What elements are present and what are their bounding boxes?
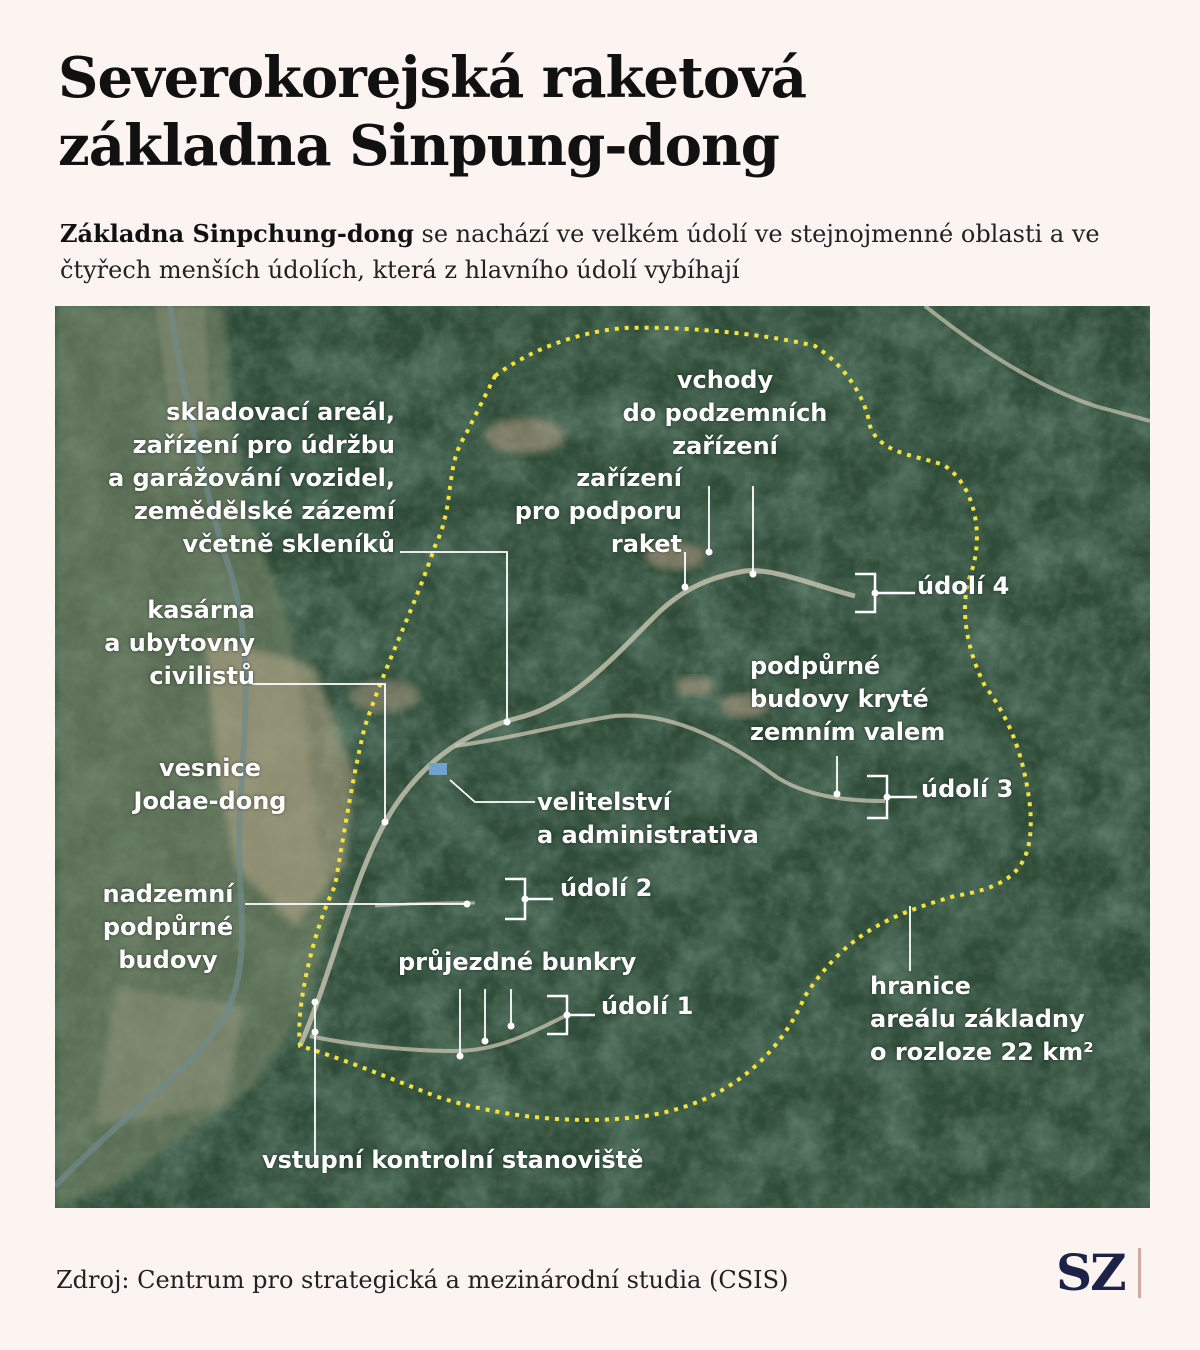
label-entrances-line-3: zařízení	[672, 432, 778, 460]
title-line-2: základna Sinpung-dong	[58, 113, 779, 179]
label-aboveground-line-3: budovy	[118, 946, 218, 974]
label-valley-2: údolí 2	[560, 874, 653, 902]
label-barracks-line-1: kasárna	[147, 596, 255, 624]
label-boundary-line-1: hranice	[870, 972, 971, 1000]
label-rocket-support-line-1: zařízení	[576, 464, 682, 492]
label-storage	[108, 396, 395, 561]
label-rocket-support	[515, 462, 682, 561]
label-barracks	[104, 594, 255, 693]
label-storage-line-3: a garážování vozidel,	[107, 464, 395, 492]
label-valley-3: údolí 3	[921, 775, 1014, 803]
label-barracks-line-3: civilistů	[149, 662, 255, 690]
label-rocket-support-line-3: raket	[610, 530, 682, 558]
label-storage-line-2: zařízení pro údržbu	[132, 431, 395, 459]
sz-logo-text: SZ	[1056, 1243, 1125, 1302]
label-boundary-line-2: areálu základny	[870, 1005, 1085, 1033]
subtitle-bold: Základna Sinpchung-dong	[60, 219, 414, 248]
label-aboveground	[83, 878, 253, 977]
sz-logo-bar	[1138, 1248, 1141, 1298]
map-subtitle	[60, 216, 1160, 288]
lower-fields	[95, 986, 245, 1126]
satellite-map	[55, 306, 1150, 1208]
hq-roof	[429, 763, 447, 775]
label-valley-1: údolí 1	[601, 992, 694, 1020]
label-aboveground-line-1: nadzemní	[102, 880, 234, 908]
map-title	[58, 44, 1158, 180]
label-boundary-line-3: o rozloze 22 km²	[870, 1038, 1094, 1066]
label-hq-line-2: a administrativa	[537, 821, 759, 849]
source-note: Zdroj: Centrum pro strategická a mezinárodní studia (CSIS)	[56, 1266, 789, 1294]
label-village-line-2: Jodae-dong	[133, 787, 287, 815]
label-storage-line-4: zemědělské zázemí	[133, 497, 395, 525]
label-earth-covered-line-2: budovy kryté	[750, 685, 929, 713]
label-rocket-support-line-2: pro podporu	[514, 497, 682, 525]
label-earth-covered-line-1: podpůrné	[750, 652, 881, 680]
label-boundary	[870, 970, 1094, 1069]
label-entrances	[610, 364, 840, 463]
label-storage-line-1: skladovací areál,	[166, 398, 395, 426]
label-hq-line-1: velitelství	[537, 788, 671, 816]
label-entrances-line-2: do podzemních	[622, 399, 828, 427]
label-village	[105, 752, 315, 818]
subtitle-rest: se nachází ve velkém údolí ve stejnojmenné oblasti a ve čtyřech menších údolích, která z hlavního údolí vybíhají	[60, 220, 1100, 284]
label-barracks-line-2: a ubytovny	[104, 629, 255, 657]
label-village-line-1: vesnice	[158, 754, 262, 782]
label-hq	[537, 786, 759, 852]
label-bunkers: průjezdné bunkry	[398, 948, 637, 976]
label-entrances-line-1: vchody	[676, 366, 774, 394]
title-line-1: Severokorejská raketová	[58, 45, 807, 111]
label-valley-4: údolí 4	[917, 572, 1010, 600]
label-checkpoint: vstupní kontrolní stanoviště	[262, 1146, 644, 1174]
label-aboveground-line-2: podpůrné	[102, 913, 234, 941]
label-earth-covered-line-3: zemním valem	[750, 718, 946, 746]
sz-logo	[1056, 1243, 1146, 1302]
label-earth-covered	[750, 650, 945, 749]
label-storage-line-5: včetně skleníků	[182, 530, 395, 558]
